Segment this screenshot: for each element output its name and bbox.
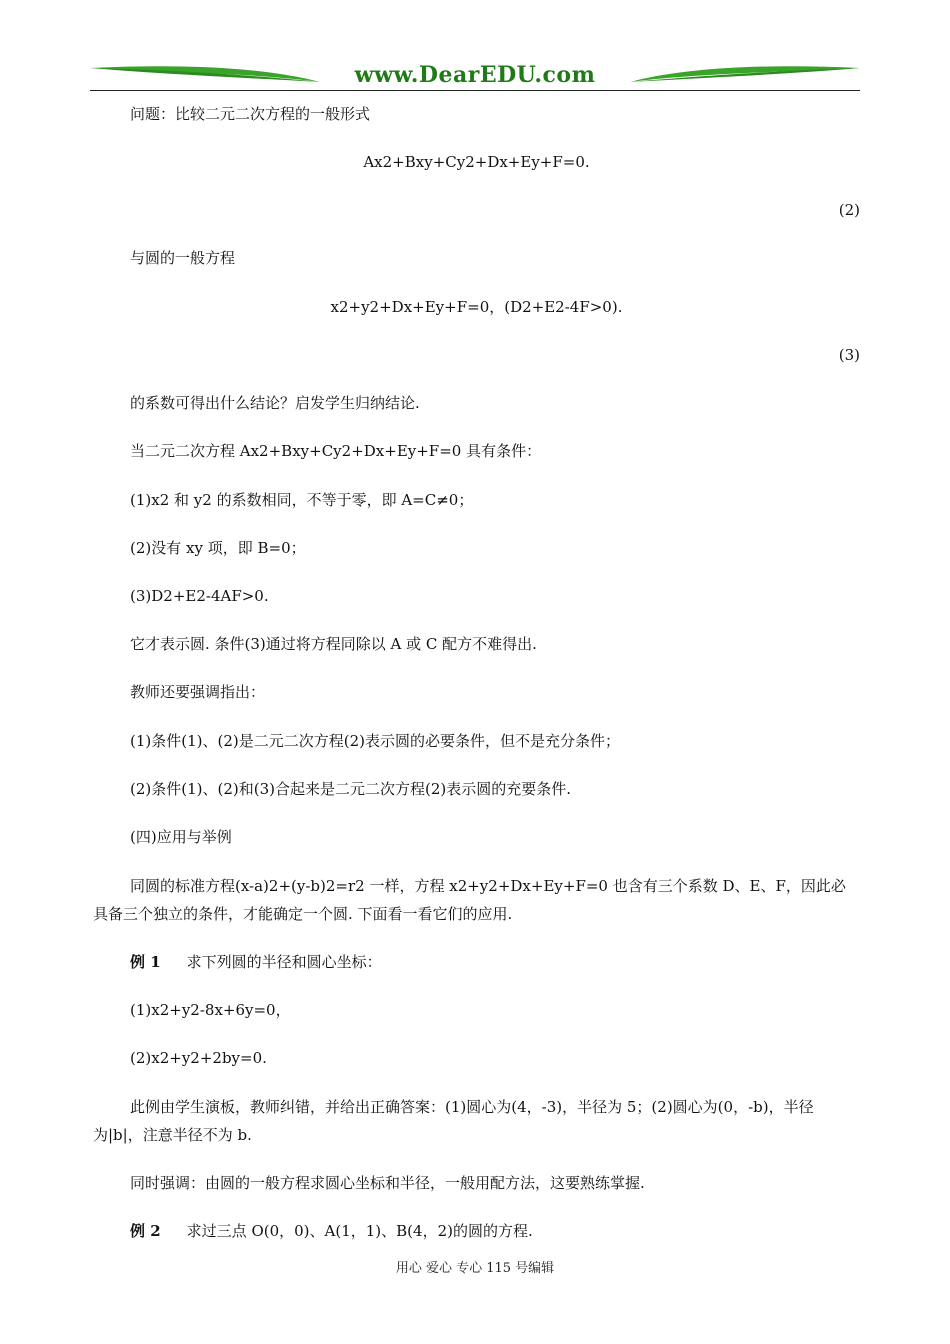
paragraph-emphasis-completing-square: 同时强调：由圆的一般方程求圆心坐标和半径，一般用配方法，这要熟练掌握. (130, 1174, 645, 1192)
example-1-text: 求下列圆的半径和圆心坐标： (186, 953, 382, 971)
paragraph-conditions-intro: 当二元二次方程 Ax2+Bxy+Cy2+Dx+Ey+F=0 具有条件： (130, 442, 542, 460)
condition-1: (1)x2 和 y2 的系数相同，不等于零，即 A=C≠0； (130, 491, 474, 509)
condition-3: (3)D2+E2-4AF>0. (130, 587, 269, 605)
site-logo-text[interactable]: www.DearEDU.com (354, 62, 596, 88)
paragraph-circle-general: 与圆的一般方程 (130, 249, 236, 267)
page-footer: 用心 爱心 专心 115 号编辑 (395, 1261, 555, 1276)
section-heading-examples: (四)应用与举例 (130, 828, 232, 846)
header-divider (90, 90, 860, 91)
example-1-part-2: (2)x2+y2+2by=0. (130, 1049, 267, 1067)
condition-2: (2)没有 xy 项，即 B=0； (130, 539, 306, 557)
paragraph-standard-equation: 同圆的标准方程(x-a)2+(y-b)2=r2 一样，方程 x2+y2+Dx+Ey+F=0 也含有三个系数 D、E、F，因此必具备三个独立的条件，才能确定一个圆. 下面看一看它们的应用. (93, 877, 846, 923)
equation-number-3: (3) (838, 346, 860, 364)
emphasis-point-1: (1)条件(1)、(2)是二元二次方程(2)表示圆的必要条件，但不是充分条件； (130, 732, 620, 750)
paragraph-teacher-emphasis: 教师还要强调指出： (130, 683, 266, 701)
paragraph-question: 问题：比较二元二次方程的一般形式 (130, 105, 371, 123)
page-header (90, 60, 860, 94)
example-1-label: 例 1 (130, 953, 161, 971)
example-1 (93, 948, 860, 976)
paragraph-example-1-answer: 此例由学生演板，教师纠错，并给出正确答案：(1)圆心为(4，-3)，半径为 5；(2)圆心为(0，-b)，半径为|b|，注意半径不为 b. (93, 1098, 814, 1144)
example-2-text: 求过三点 O(0，0)、A(1，1)、B(4，2)的圆的方程. (186, 1222, 533, 1240)
paragraph-represents-circle: 它才表示圆. 条件(3)通过将方程同除以 A 或 C 配方不难得出. (130, 635, 537, 653)
equation-number-2: (2) (838, 201, 860, 219)
example-1-part-1: (1)x2+y2-8x+6y=0， (130, 1001, 291, 1019)
example-2 (93, 1217, 860, 1245)
emphasis-point-2: (2)条件(1)、(2)和(3)合起来是二元二次方程(2)表示圆的充要条件. (130, 780, 572, 798)
equation-general-quadratic: Ax2+Bxy+Cy2+Dx+Ey+F=0. (363, 153, 590, 171)
example-2-label: 例 2 (130, 1222, 161, 1240)
paragraph-coefficients: 的系数可得出什么结论？启发学生归纳结论. (130, 394, 420, 412)
equation-circle-general: x2+y2+Dx+Ey+F=0，(D2+E2-4F>0). (330, 298, 623, 316)
